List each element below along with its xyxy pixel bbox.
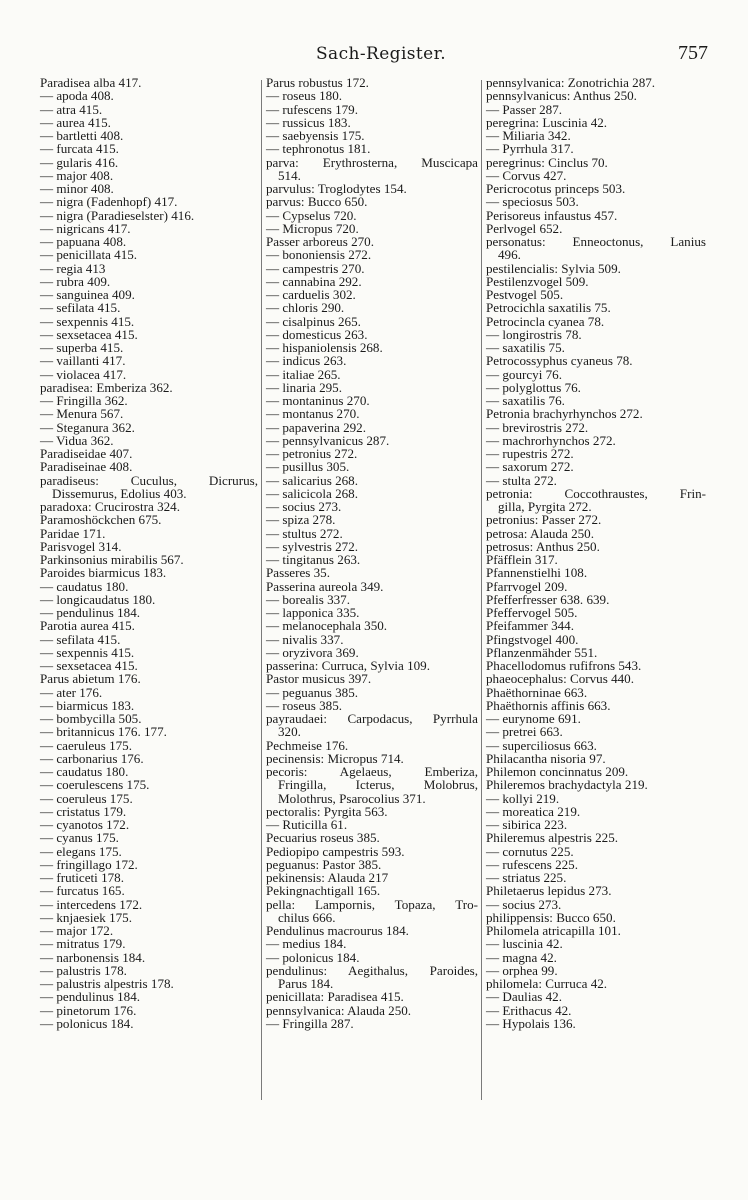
index-entry: — sexpennis 415.	[40, 644, 135, 660]
index-entry: — palustris alpestris 178.	[40, 976, 174, 991]
index-entry: Perlvogel 652.	[486, 220, 563, 236]
index-entry: — Cypselus 720.	[266, 207, 357, 223]
index-entry: — sanguinea 409.	[40, 287, 135, 302]
index-entry: — peguanus 385.	[266, 684, 359, 700]
index-entry: Parkinsonius mirabilis 567.	[40, 552, 184, 567]
index-entry: Petronia brachyrhynchos 272.	[486, 406, 643, 422]
index-column-2	[266, 76, 478, 1030]
index-entry: Paradiseidae 407.	[40, 446, 133, 461]
index-entry: — borealis 337.	[266, 591, 351, 607]
index-column-1	[40, 76, 258, 1030]
index-entry: philippensis: Bucco 650.	[486, 909, 616, 925]
index-entry: — rubra 409.	[40, 273, 111, 289]
index-entry: — intercedens 172.	[40, 896, 143, 912]
index-entry: — pennsylvanicus 287.	[266, 432, 390, 448]
index-entry: — major 172.	[40, 923, 114, 938]
index-entry: — longicaudatus 180.	[40, 591, 156, 607]
index-entry: — pendulinus 184.	[40, 605, 141, 620]
index-entry: — cornutus 225.	[486, 843, 574, 859]
index-entry: pecoris: Agelaeus, Emberiza,	[266, 764, 478, 779]
index-entry: — nigricans 417.	[40, 220, 131, 236]
index-entry: — fringillago 172.	[40, 856, 138, 872]
index-entry: Pfingstvogel 400.	[486, 631, 579, 647]
index-entry: — pendulinus 184.	[40, 989, 141, 1005]
index-entry: — polonicus 184.	[266, 949, 360, 965]
index-entry: Petrocichla saxatilis 75.	[486, 300, 611, 316]
index-entry: — tephronotus 181.	[266, 141, 371, 157]
index-entry: pendulinus: Aegithalus, Paroides,	[266, 962, 478, 978]
index-entry: Molothrus, Psarocolius 371.	[278, 790, 426, 806]
index-entry: — saxorum 272.	[486, 459, 574, 475]
index-entry: — sibirica 223.	[486, 817, 568, 832]
index-entry: Paridae 171.	[40, 525, 106, 541]
index-entry: parvulus: Troglodytes 154.	[266, 181, 407, 196]
index-entry: Paroides biarmicus 183.	[40, 565, 167, 581]
index-entry: — salicarius 268.	[266, 472, 359, 488]
index-entry: — luscinia 42.	[486, 936, 563, 952]
index-entry: — orphea 99.	[486, 962, 558, 978]
column-divider	[481, 80, 482, 1100]
index-entry: Pestvogel 505.	[486, 287, 564, 302]
index-entry: — pretrei 663.	[486, 724, 563, 740]
index-entry: 320.	[278, 724, 301, 740]
index-entry: Parus robustus 172.	[266, 75, 369, 90]
index-entry: Parisvogel 314.	[40, 538, 122, 554]
page-header	[0, 44, 748, 68]
index-entry: peguanus: Pastor 385.	[266, 856, 382, 872]
index-entry: — Fringilla 287.	[266, 1015, 354, 1031]
index-entry: — socius 273.	[266, 499, 342, 514]
index-entry: petronia: Coccothraustes, Frin-	[486, 485, 706, 501]
index-entry: — palustris 178.	[40, 962, 127, 978]
index-entry: — medius 184.	[266, 936, 347, 952]
index-entry: — sexsetacea 415.	[40, 658, 138, 673]
index-entry: paradiseus: Cuculus, Dicrurus,	[40, 472, 258, 488]
index-entry: — cannabina 292.	[266, 273, 362, 289]
index-entry: Pendulinus macrourus 184.	[266, 923, 409, 938]
index-entry: — caeruleus 175.	[40, 737, 132, 753]
running-title: Sach-Register.	[316, 44, 447, 64]
index-entry: — brevirostris 272.	[486, 419, 589, 435]
index-entry: — cisalpinus 265.	[266, 313, 361, 329]
index-entry: Philemon concinnatus 209.	[486, 764, 629, 779]
index-entry: — socius 273.	[486, 896, 562, 912]
index-entry: — speciosus 503.	[486, 194, 579, 210]
index-entry: — rufescens 179.	[266, 101, 358, 117]
index-entry: Passer arboreus 270.	[266, 234, 374, 249]
index-entry: Phaëthornis affinis 663.	[486, 697, 611, 713]
index-entry: — striatus 225.	[486, 870, 567, 885]
index-entry: — spiza 278.	[266, 512, 336, 528]
page-number: 757	[678, 42, 708, 64]
index-entry: — aurea 415.	[40, 114, 111, 130]
index-entry: — eurynome 691.	[486, 711, 581, 726]
index-entry: — bononiensis 272.	[266, 247, 372, 263]
index-entry: Pfeifammer 344.	[486, 618, 574, 634]
index-entry: — Steganura 362.	[40, 419, 135, 435]
index-entry: pennsylvanica: Zonotrichia 287.	[486, 75, 656, 90]
index-entry: Philetaerus lepidus 273.	[486, 883, 612, 899]
index-entry: — montanus 270.	[266, 406, 360, 422]
index-entry: — major 408.	[40, 167, 114, 183]
index-entry: — penicillata 415.	[40, 247, 138, 263]
index-entry: — Fringilla 362.	[40, 393, 128, 408]
index-entry: — linaria 295.	[266, 379, 342, 395]
index-entry: — saebyensis 175.	[266, 128, 365, 143]
index-entry: — gourcyi 76.	[486, 366, 563, 382]
index-entry: — pinetorum 176.	[40, 1002, 137, 1018]
index-entry: — bombycilla 505.	[40, 711, 142, 726]
index-entry: — stulta 272.	[486, 472, 557, 488]
index-entry: — nigra (Fadenhopf) 417.	[40, 194, 178, 210]
index-entry: Pediopipo campestris 593.	[266, 843, 405, 859]
index-entry: — superba 415.	[40, 340, 124, 355]
index-entry: — caudatus 180.	[40, 764, 129, 779]
index-entry: — bartletti 408.	[40, 128, 124, 143]
index-entry: — chloris 290.	[266, 300, 345, 316]
index-entry: — roseus 385.	[266, 697, 343, 713]
index-entry: — Corvus 427.	[486, 167, 567, 183]
index-entry: — sefilata 415.	[40, 631, 121, 647]
index-entry: — coeruleus 175.	[40, 790, 133, 806]
index-entry: — elegans 175.	[40, 843, 122, 859]
index-entry: Pfefferfresser 638. 639.	[486, 591, 610, 607]
index-entry: phaeocephalus: Corvus 440.	[486, 671, 635, 687]
index-entry: — campestris 270.	[266, 260, 365, 276]
index-entry: Petrocincla cyanea 78.	[486, 313, 605, 329]
index-entry: Pfarrvogel 209.	[486, 578, 568, 594]
index-entry: — Menura 567.	[40, 406, 124, 422]
index-entry: peregrina: Luscinia 42.	[486, 114, 608, 130]
index-entry: — rupestris 272.	[486, 446, 574, 461]
index-entry: Pflanzenmähder 551.	[486, 644, 598, 660]
index-entry: — apoda 408.	[40, 88, 114, 104]
index-entry: — hispaniolensis 268.	[266, 340, 383, 355]
index-entry: — salicicola 268.	[266, 485, 358, 501]
column-divider	[261, 80, 262, 1100]
index-entry: 514.	[278, 167, 301, 183]
index-entry: — Ruticilla 61.	[266, 817, 348, 832]
index-entry: Pericrocotus princeps 503.	[486, 181, 626, 196]
index-entry: — carduelis 302.	[266, 287, 356, 302]
index-entry: — oryzivora 369.	[266, 644, 359, 660]
index-entry: philomela: Curruca 42.	[486, 976, 608, 991]
index-entry: Parus abietum 176.	[40, 671, 141, 687]
index-entry: — Passer 287.	[486, 101, 563, 117]
index-entry: parva: Erythrosterna, Muscicapa	[266, 154, 478, 170]
index-entry: — coerulescens 175.	[40, 777, 150, 793]
index-entry: — vaillanti 417.	[40, 353, 126, 369]
index-entry: — polyglottus 76.	[486, 379, 581, 395]
index-entry: Pestilenzvogel 509.	[486, 273, 589, 289]
index-entry: — sexsetacea 415.	[40, 326, 138, 342]
index-entry: Phileremos brachydactyla 219.	[486, 777, 648, 793]
index-entry: personatus: Enneoctonus, Lanius	[486, 234, 706, 249]
index-entry: pennsylvanica: Alauda 250.	[266, 1002, 412, 1018]
index-entry: — kollyi 219.	[486, 790, 560, 806]
index-entry: — Pyrrhula 317.	[486, 141, 574, 157]
index-entry: — sexpennis 415.	[40, 313, 135, 329]
index-entry: petrosus: Anthus 250.	[486, 538, 600, 554]
index-entry: — fruticeti 178.	[40, 870, 124, 885]
index-entry: Philacantha nisoria 97.	[486, 750, 606, 766]
index-entry: — saxatilis 76.	[486, 393, 565, 408]
index-entry: — indicus 263.	[266, 353, 347, 369]
index-entry: — cyanus 175.	[40, 830, 119, 846]
index-entry: — atra 415.	[40, 101, 103, 117]
index-entry: — regia 413	[40, 260, 106, 276]
index-entry: passerina: Curruca, Sylvia 109.	[266, 658, 430, 673]
index-entry: — mitratus 179.	[40, 936, 126, 952]
index-entry: — magna 42.	[486, 949, 557, 965]
index-entry: — biarmicus 183.	[40, 697, 135, 713]
index-entry: payraudaei: Carpodacus, Pyrrhula	[266, 711, 478, 726]
index-entry: — tingitanus 263.	[266, 552, 361, 567]
index-entry: petrosa: Alauda 250.	[486, 525, 594, 541]
index-entry: Passeres 35.	[266, 565, 331, 581]
index-entry: — domesticus 263.	[266, 326, 368, 342]
index-entry: Parotia aurea 415.	[40, 618, 135, 634]
index-entry: Petrocossyphus cyaneus 78.	[486, 353, 633, 369]
index-entry: — rufescens 225.	[486, 856, 578, 872]
index-entry: — furcata 415.	[40, 141, 119, 157]
index-entry: — roseus 180.	[266, 88, 343, 104]
index-entry: — Vidua 362.	[40, 432, 114, 448]
index-entry: Pastor musicus 397.	[266, 671, 372, 687]
index-entry: Pecuarius roseus 385.	[266, 830, 380, 846]
index-entry: — melanocephala 350.	[266, 618, 388, 634]
index-entry: — Daulias 42.	[486, 989, 563, 1005]
index-entry: — nigra (Paradieselster) 416.	[40, 207, 195, 223]
index-entry: — montaninus 270.	[266, 393, 370, 408]
index-entry: — Erithacus 42.	[486, 1002, 572, 1018]
index-entry: pectoralis: Pyrgita 563.	[266, 803, 388, 819]
index-entry: Paradisea alba 417.	[40, 75, 142, 90]
index-entry: pekinensis: Alauda 217	[266, 870, 389, 885]
index-entry: — knjaesiek 175.	[40, 909, 133, 925]
index-entry: — gularis 416.	[40, 154, 119, 170]
index-entry: — moreatica 219.	[486, 803, 581, 819]
index-entry: pennsylvanicus: Anthus 250.	[486, 88, 637, 104]
index-entry: — lapponica 335.	[266, 605, 360, 620]
index-entry: — machrorhynchos 272.	[486, 432, 616, 448]
index-entry: Pfeffervogel 505.	[486, 605, 578, 620]
index-entry: Perisoreus infaustus 457.	[486, 207, 618, 223]
index-entry: gilla, Pyrgita 272.	[498, 499, 592, 514]
index-entry: — minor 408.	[40, 181, 114, 196]
index-entry: Phileremus alpestris 225.	[486, 830, 619, 846]
index-entry: — Miliaria 342.	[486, 128, 571, 143]
index-entry: — papuana 408.	[40, 234, 127, 249]
index-entry: — Micropus 720.	[266, 220, 359, 236]
index-entry: — stultus 272.	[266, 525, 343, 541]
index-entry: — saxatilis 75.	[486, 340, 565, 355]
index-entry: — papaverina 292.	[266, 419, 366, 435]
index-entry: — violacea 417.	[40, 366, 127, 382]
index-entry: — britannicus 176. 177.	[40, 724, 167, 740]
index-entry: Dissemurus, Edolius 403.	[52, 485, 187, 501]
index-entry: Pfäfflein 317.	[486, 552, 558, 567]
index-entry: — cyanotos 172.	[40, 817, 130, 832]
index-entry: Fringilla, Icterus, Molobrus,	[278, 777, 478, 793]
index-entry: Philomela atricapilla 101.	[486, 923, 621, 938]
index-entry: — narbonensis 184.	[40, 949, 146, 965]
index-entry: Pekingnachtigall 165.	[266, 883, 381, 899]
index-entry: Parus 184.	[278, 976, 334, 991]
index-entry: Pechmeise 176.	[266, 737, 349, 753]
index-entry: paradoxa: Crucirostra 324.	[40, 499, 180, 514]
index-entry: — Hypolais 136.	[486, 1015, 576, 1031]
index-entry: — superciliosus 663.	[486, 737, 597, 753]
index-entry: peregrinus: Cinclus 70.	[486, 154, 608, 170]
index-entry: Phacellodomus rufifrons 543.	[486, 658, 642, 673]
index-entry: — cristatus 179.	[40, 803, 127, 819]
index-entry: parvus: Bucco 650.	[266, 194, 368, 210]
index-entry: penicillata: Paradisea 415.	[266, 989, 404, 1005]
index-entry: chilus 666.	[278, 909, 336, 925]
index-entry: — carbonarius 176.	[40, 750, 144, 766]
index-entry: pestilencialis: Sylvia 509.	[486, 260, 621, 276]
index-entry: — russicus 183.	[266, 114, 351, 130]
index-entry: — petronius 272.	[266, 446, 358, 461]
index-entry: 496.	[498, 247, 521, 263]
index-entry: — longirostris 78.	[486, 326, 582, 342]
index-entry: Passerina aureola 349.	[266, 578, 384, 594]
index-entry: — italiae 265.	[266, 366, 341, 382]
index-entry: Paramoshöckchen 675.	[40, 512, 162, 528]
index-entry: Paradiseinae 408.	[40, 459, 133, 475]
index-entry: paradisea: Emberiza 362.	[40, 379, 173, 395]
index-entry: — polonicus 184.	[40, 1015, 134, 1031]
index-entry: — pusillus 305.	[266, 459, 350, 475]
index-entry: — furcatus 165.	[40, 883, 125, 899]
index-entry: — nivalis 337.	[266, 631, 344, 647]
index-entry: — caudatus 180.	[40, 578, 129, 594]
index-entry: — sefilata 415.	[40, 300, 121, 316]
index-entry: Pfannenstielhi 108.	[486, 565, 588, 581]
index-entry: Phaëthorninae 663.	[486, 684, 588, 700]
index-entry: pecinensis: Micropus 714.	[266, 750, 404, 766]
index-entry: petronius: Passer 272.	[486, 512, 602, 528]
index-column-3	[486, 76, 706, 1030]
index-entry: pella: Lampornis, Topaza, Tro-	[266, 896, 478, 912]
index-entry: — sylvestris 272.	[266, 538, 359, 554]
index-entry: — ater 176.	[40, 684, 103, 700]
